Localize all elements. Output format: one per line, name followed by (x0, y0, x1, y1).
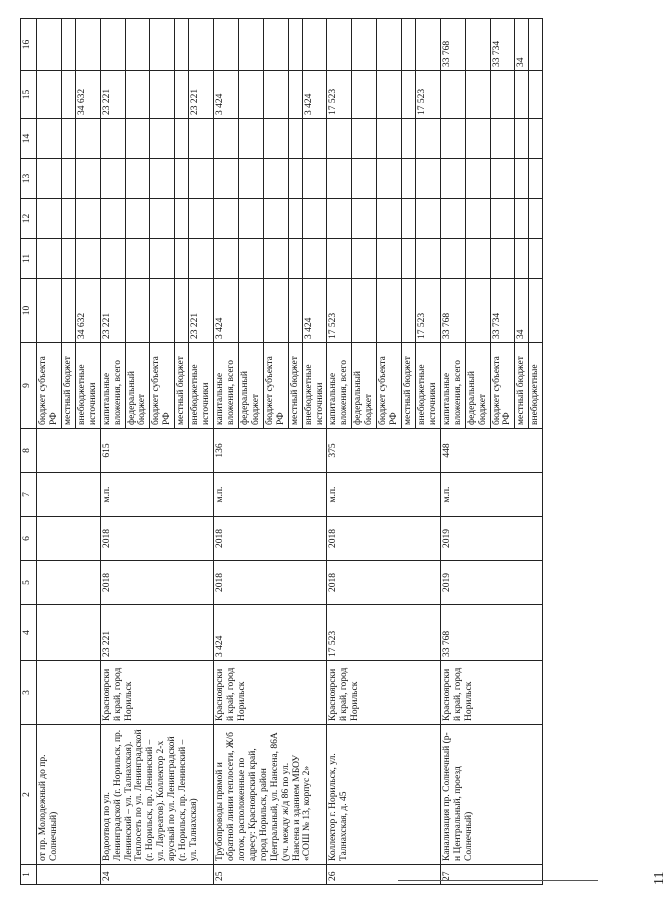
year-amount (302, 159, 327, 199)
year-amount (189, 199, 214, 239)
cost-total (377, 279, 402, 343)
funding-source: местный бюджет (401, 343, 415, 429)
year-amount (61, 19, 75, 71)
estimated-cost: 3 424 (214, 605, 327, 661)
column-number-3: 3 (21, 661, 37, 725)
year-amount (465, 19, 490, 71)
year-amount (75, 199, 100, 239)
year-amount (175, 159, 189, 199)
year-amount: 17 523 (327, 71, 352, 119)
year-amount (490, 159, 515, 199)
year-amount (401, 199, 415, 239)
column-number-2: 2 (21, 725, 37, 865)
year-amount (238, 159, 263, 199)
year-amount (150, 119, 175, 159)
cost-total (529, 279, 543, 343)
year-amount (214, 239, 239, 279)
year-amount (189, 19, 214, 71)
table-row (37, 19, 62, 885)
funding-source: внебюджетные источники (415, 343, 440, 429)
year-amount (440, 199, 465, 239)
row-number: 26 (327, 865, 440, 885)
year-amount (415, 19, 440, 71)
funding-source: федеральный бюджет (465, 343, 490, 429)
cost-total: 3 424 (214, 279, 239, 343)
year-amount (529, 71, 543, 119)
location: Красноярский край, город Норильск (214, 661, 327, 725)
year-amount (214, 19, 239, 71)
year-amount (61, 71, 75, 119)
row-number: 27 (440, 865, 543, 885)
year-amount (352, 71, 377, 119)
cost-total: 34 632 (75, 279, 100, 343)
year-amount (238, 71, 263, 119)
start-year: 2018 (100, 561, 213, 605)
year-amount (401, 71, 415, 119)
year-amount (75, 239, 100, 279)
cost-total: 17 523 (327, 279, 352, 343)
scan-edge-line (398, 880, 598, 881)
year-amount (288, 71, 302, 119)
funding-source: федеральный бюджет (125, 343, 150, 429)
year-amount: 34 632 (75, 71, 100, 119)
column-number-10: 10 (21, 279, 37, 343)
year-amount (465, 239, 490, 279)
year-amount (288, 239, 302, 279)
year-amount: 33 734 (490, 19, 515, 71)
year-amount (515, 239, 529, 279)
cost-total (125, 279, 150, 343)
year-amount (75, 119, 100, 159)
year-amount (125, 199, 150, 239)
cost-total (263, 279, 288, 343)
cost-total: 33 734 (490, 279, 515, 343)
year-amount (37, 199, 62, 239)
year-amount (150, 239, 175, 279)
unit: м.п. (100, 473, 213, 517)
table-row (440, 19, 465, 885)
year-amount (490, 71, 515, 119)
funding-source: внебюджетные источники (75, 343, 100, 429)
funding-source: местный бюджет (515, 343, 529, 429)
table-row (214, 19, 239, 885)
end-year: 2018 (100, 517, 213, 561)
column-number-4: 4 (21, 605, 37, 661)
cost-total: 3 424 (302, 279, 327, 343)
year-amount: 33 768 (440, 19, 465, 71)
year-amount: 17 523 (415, 71, 440, 119)
year-amount (150, 159, 175, 199)
year-amount (529, 19, 543, 71)
year-amount (490, 199, 515, 239)
year-amount (37, 71, 62, 119)
year-amount (125, 119, 150, 159)
empty-cell (37, 517, 101, 561)
year-amount (529, 239, 543, 279)
column-number-5: 5 (21, 561, 37, 605)
cost-total (150, 279, 175, 343)
year-amount (377, 119, 402, 159)
empty-cell (37, 605, 101, 661)
year-amount (401, 19, 415, 71)
start-year: 2019 (440, 561, 543, 605)
year-amount (150, 19, 175, 71)
cost-total: 23 221 (100, 279, 125, 343)
cost-total (352, 279, 377, 343)
table-row (100, 19, 125, 885)
year-amount (327, 239, 352, 279)
year-amount (214, 119, 239, 159)
year-amount (263, 19, 288, 71)
year-amount (125, 19, 150, 71)
object-name: Канализация пр. Солнечный (р-н Центральный, проезд Солнечный) (440, 725, 543, 865)
funding-source: внебюджетные источники (302, 343, 327, 429)
year-amount: 3 424 (214, 71, 239, 119)
year-amount (352, 19, 377, 71)
cost-total (465, 279, 490, 343)
column-number-15: 15 (21, 71, 37, 119)
cost-total (37, 279, 62, 343)
year-amount (100, 119, 125, 159)
funding-source: капитальные вложения, всего (327, 343, 352, 429)
empty-cell (37, 561, 101, 605)
year-amount (100, 19, 125, 71)
year-amount (377, 199, 402, 239)
funding-source: бюджет субъекта РФ (490, 343, 515, 429)
year-amount (175, 19, 189, 71)
cost-total (61, 279, 75, 343)
capacity: 375 (327, 429, 440, 473)
year-amount (465, 159, 490, 199)
year-amount (401, 239, 415, 279)
year-amount (37, 119, 62, 159)
year-amount (238, 119, 263, 159)
estimated-cost: 33 768 (440, 605, 543, 661)
year-amount (529, 159, 543, 199)
year-amount (465, 199, 490, 239)
year-amount (175, 199, 189, 239)
year-amount (125, 239, 150, 279)
year-amount (465, 119, 490, 159)
year-amount (302, 239, 327, 279)
estimated-cost: 17 523 (327, 605, 440, 661)
column-number-1: 1 (21, 865, 37, 885)
year-amount (327, 159, 352, 199)
year-amount (415, 199, 440, 239)
cost-total (401, 279, 415, 343)
year-amount (529, 199, 543, 239)
year-amount (189, 119, 214, 159)
unit: м.п. (440, 473, 543, 517)
year-amount (37, 159, 62, 199)
year-amount (214, 159, 239, 199)
column-number-row (21, 19, 37, 885)
year-amount (515, 71, 529, 119)
capacity: 136 (214, 429, 327, 473)
year-amount (440, 119, 465, 159)
year-amount (75, 19, 100, 71)
funding-source: бюджет субъекта РФ (150, 343, 175, 429)
year-amount (61, 119, 75, 159)
year-amount (401, 159, 415, 199)
column-number-8: 8 (21, 429, 37, 473)
year-amount (401, 119, 415, 159)
year-amount (440, 239, 465, 279)
unit: м.п. (214, 473, 327, 517)
capacity: 448 (440, 429, 543, 473)
year-amount (61, 199, 75, 239)
year-amount (352, 119, 377, 159)
year-amount: 3 424 (302, 71, 327, 119)
year-amount (61, 159, 75, 199)
column-number-9: 9 (21, 343, 37, 429)
year-amount (288, 19, 302, 71)
year-amount (125, 71, 150, 119)
row-number: 24 (100, 865, 213, 885)
year-amount (440, 71, 465, 119)
year-amount (288, 199, 302, 239)
year-amount (515, 199, 529, 239)
funding-source: капитальные вложения, всего (100, 343, 125, 429)
year-amount (415, 119, 440, 159)
year-amount (465, 71, 490, 119)
object-name: Трубопроводы прямой и обратной линии теплосети, Ж/б лоток, расположенные по адресу: Красноярский край, город Норильск, район Центральный, ул. Нансена, 86А (уч. между ж/д 86 по ул. Нансена и зданием МБОУ «СОШ № 13, корпус 2» (214, 725, 327, 865)
year-amount (352, 159, 377, 199)
year-amount (238, 239, 263, 279)
year-amount (150, 71, 175, 119)
funding-source: бюджет субъекта РФ (263, 343, 288, 429)
year-amount (175, 239, 189, 279)
year-amount (263, 239, 288, 279)
year-amount (377, 19, 402, 71)
end-year: 2018 (214, 517, 327, 561)
estimated-cost: 23 221 (100, 605, 213, 661)
year-amount (288, 119, 302, 159)
year-amount (214, 199, 239, 239)
funding-source: федеральный бюджет (352, 343, 377, 429)
column-number-11: 11 (21, 239, 37, 279)
start-year: 2018 (214, 561, 327, 605)
year-amount (238, 19, 263, 71)
year-amount (150, 199, 175, 239)
funding-source: бюджет субъекта РФ (377, 343, 402, 429)
location: Красноярский край, город Норильск (440, 661, 543, 725)
year-amount (529, 119, 543, 159)
year-amount (327, 19, 352, 71)
rotated-page (20, 20, 667, 885)
year-amount: 23 221 (100, 71, 125, 119)
year-amount (175, 71, 189, 119)
year-amount (75, 159, 100, 199)
year-amount (288, 159, 302, 199)
year-amount (515, 119, 529, 159)
cost-total (175, 279, 189, 343)
year-amount: 34 (515, 19, 529, 71)
end-year: 2019 (440, 517, 543, 561)
end-year: 2018 (327, 517, 440, 561)
year-amount (515, 159, 529, 199)
funding-source: внебюджетные (529, 343, 543, 429)
funding-source: местный бюджет (288, 343, 302, 429)
funding-source: местный бюджет (175, 343, 189, 429)
object-name: Коллектор г. Норильск, ул. Талнахская, д. 45 (327, 725, 440, 865)
year-amount (440, 159, 465, 199)
year-amount (490, 119, 515, 159)
year-amount (490, 239, 515, 279)
cost-total (238, 279, 263, 343)
column-number-6: 6 (21, 517, 37, 561)
year-amount (238, 199, 263, 239)
cost-total: 33 768 (440, 279, 465, 343)
row-number: 25 (214, 865, 327, 885)
cost-total: 34 (515, 279, 529, 343)
column-number-12: 12 (21, 199, 37, 239)
year-amount (37, 19, 62, 71)
year-amount (377, 239, 402, 279)
year-amount (37, 239, 62, 279)
year-amount (100, 159, 125, 199)
page-number: 11 (652, 871, 667, 885)
cost-total: 23 221 (189, 279, 214, 343)
object-name: Водоотвод по ул. Ленинградской (г. Норильск, пр. Ленинский – ул. Талнахская). Теплосеть по ул. Ленинградской (г. Норильск, пр. Ленинский – ул. Лауреатов). Коллектор 2-х ярусный по ул. Ленинградской (г. Норильск, пр. Ленинский – ул. Талнахская) (100, 725, 213, 865)
year-amount (263, 199, 288, 239)
year-amount (61, 239, 75, 279)
year-amount (189, 159, 214, 199)
year-amount (327, 119, 352, 159)
cost-total: 17 523 (415, 279, 440, 343)
cost-total (288, 279, 302, 343)
year-amount (377, 71, 402, 119)
capacity: 615 (100, 429, 213, 473)
funding-source: бюджет субъекта РФ (37, 343, 62, 429)
funding-source: внебюджетные источники (189, 343, 214, 429)
row-number (37, 865, 101, 885)
year-amount (100, 199, 125, 239)
year-amount (302, 119, 327, 159)
year-amount (302, 199, 327, 239)
year-amount (263, 119, 288, 159)
year-amount: 23 221 (189, 71, 214, 119)
year-amount (352, 199, 377, 239)
table-row (327, 19, 352, 885)
unit: м.п. (327, 473, 440, 517)
funding-source: местный бюджет (61, 343, 75, 429)
year-amount (415, 159, 440, 199)
year-amount (263, 71, 288, 119)
year-amount (100, 239, 125, 279)
column-number-14: 14 (21, 119, 37, 159)
empty-cell (37, 661, 101, 725)
year-amount (327, 199, 352, 239)
column-number-7: 7 (21, 473, 37, 517)
empty-cell (37, 473, 101, 517)
funding-source: федеральный бюджет (238, 343, 263, 429)
funding-source: капитальные вложения, всего (440, 343, 465, 429)
year-amount (415, 239, 440, 279)
year-amount (352, 239, 377, 279)
year-amount (175, 119, 189, 159)
location: Красноярский край, город Норильск (100, 661, 213, 725)
location: Красноярский край, город Норильск (327, 661, 440, 725)
investment-table (20, 18, 543, 885)
year-amount (189, 239, 214, 279)
object-name: от пр. Молодежный до пр. Солнечный) (37, 725, 101, 865)
year-amount (377, 159, 402, 199)
year-amount (125, 159, 150, 199)
year-amount (263, 159, 288, 199)
column-number-13: 13 (21, 159, 37, 199)
column-number-16: 16 (21, 19, 37, 71)
empty-cell (37, 429, 101, 473)
funding-source: капитальные вложения, всего (214, 343, 239, 429)
year-amount (302, 19, 327, 71)
start-year: 2018 (327, 561, 440, 605)
